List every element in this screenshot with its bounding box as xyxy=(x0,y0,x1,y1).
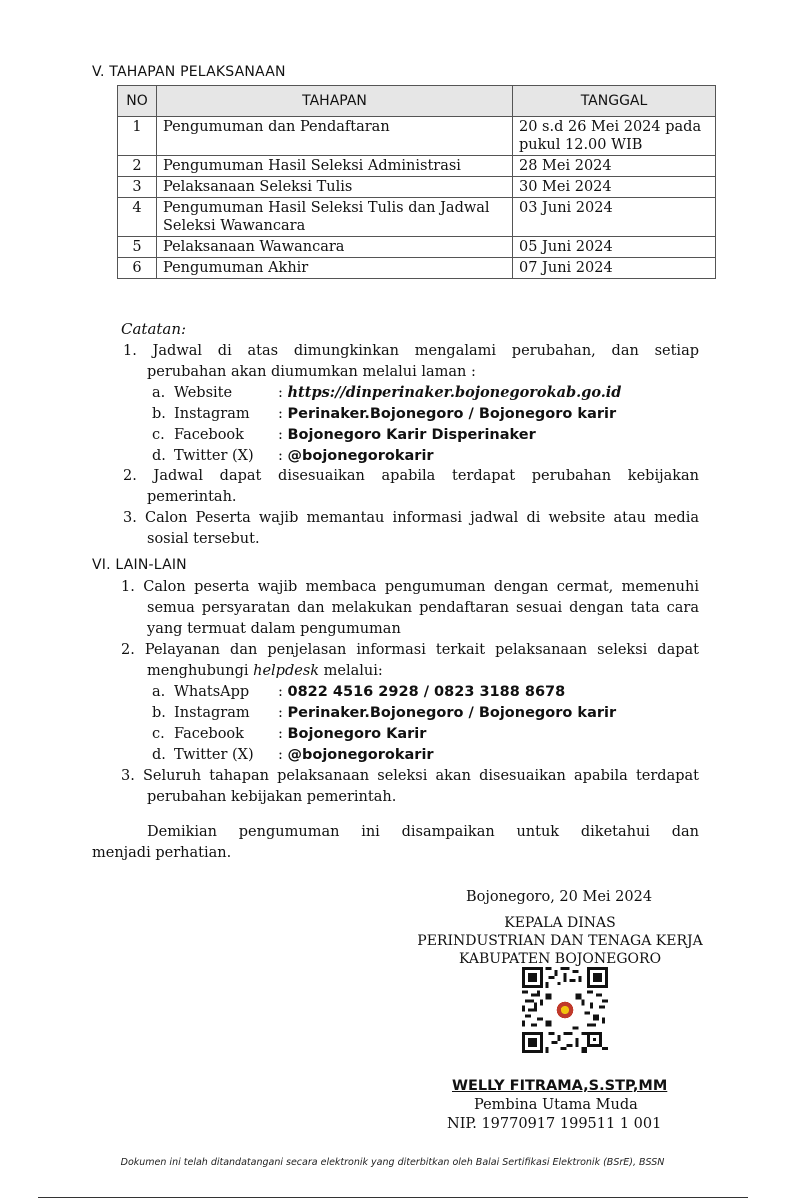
item-label: Twitter (X) xyxy=(174,747,254,763)
cell-no: 3 xyxy=(118,177,157,198)
lain-item-3-line-1: 3. Seluruh tahapan pelaksanaan seleksi akan disesuaikan apabila terdapat xyxy=(121,768,699,784)
cell-tanggal-line: 28 Mei 2024 xyxy=(519,158,612,174)
closing-line-2: menjadi perhatian. xyxy=(92,845,232,861)
section-title-tahapan: V. TAHAPAN PELAKSANAAN xyxy=(92,64,286,80)
item-label: Facebook xyxy=(174,726,244,742)
cell-tanggal xyxy=(513,198,716,237)
table-header-row xyxy=(118,86,716,117)
cell-tanggal-line: 07 Juni 2024 xyxy=(519,260,613,276)
cell-tahapan xyxy=(157,156,513,177)
whatsapp-value: 0822 4516 2928 / 0823 3188 8678 xyxy=(287,684,566,700)
header-no: NO xyxy=(118,86,157,117)
facebook-value: Bojonegoro Karir xyxy=(287,726,427,742)
note-1-line-1: 1. Jadwal di atas dimungkinkan mengalami perubahan, dan setiap xyxy=(123,343,699,359)
table-row xyxy=(118,117,716,156)
cell-no: 4 xyxy=(118,198,157,237)
item-label: Instagram xyxy=(174,406,250,422)
helpdesk-post: melalui: xyxy=(319,663,383,679)
lain-item-2-line-2 xyxy=(147,661,383,681)
cell-tanggal xyxy=(513,237,716,258)
header-tanggal: TANGGAL xyxy=(513,86,716,117)
cell-tanggal-line: 20 s.d 26 Mei 2024 pada xyxy=(519,119,702,135)
table-row xyxy=(118,198,716,237)
cell-no: 5 xyxy=(118,237,157,258)
website-link[interactable]: https://dinperinaker.bojonegorokab.go.id xyxy=(287,384,622,401)
cell-tanggal-line: 05 Juni 2024 xyxy=(519,239,613,255)
cell-tanggal-line: pukul 12.00 WIB xyxy=(519,137,643,153)
cell-tanggal xyxy=(513,177,716,198)
schedule-table xyxy=(117,85,716,279)
signatory-rank: Pembina Utama Muda xyxy=(474,1097,638,1113)
esign-footer: Dokumen ini telah ditandatangani secara elektronik yang diterbitkan oleh Balai Sertifikasi Elektronik (BSrE), BSSN xyxy=(120,1157,665,1168)
signature-position-2: PERINDUSTRIAN DAN TENAGA KERJA xyxy=(417,933,703,949)
cell-tahapan xyxy=(157,198,513,237)
signature-position-3: KABUPATEN BOJONEGORO xyxy=(458,951,662,967)
note-3-line-2: sosial tersebut. xyxy=(147,531,260,547)
cell-tahapan-line: Pengumuman Hasil Seleksi Tulis dan Jadwal xyxy=(163,200,490,216)
note-1-item-instagram: b. Instagram : Perinaker.Bojonegoro / Bojonegoro karir xyxy=(152,406,617,422)
cell-no: 6 xyxy=(118,258,157,279)
cell-tahapan-line: Pelaksanaan Wawancara xyxy=(163,239,345,255)
item-label: Website xyxy=(174,385,233,401)
closing-line-1: Demikian pengumuman ini disampaikan untuk diketahui dan xyxy=(147,824,699,840)
instagram-value: Perinaker.Bojonegoro / Bojonegoro karir xyxy=(287,406,617,422)
cell-tanggal xyxy=(513,156,716,177)
lain-item-whatsapp: a. WhatsApp : 0822 4516 2928 / 0823 3188 8678 xyxy=(152,684,566,700)
cell-tahapan xyxy=(157,258,513,279)
item-letter: d. xyxy=(152,448,166,464)
lain-item-twitter: d. Twitter (X) : @bojonegorokarir xyxy=(152,747,434,763)
signature-position-1: KEPALA DINAS xyxy=(504,915,616,931)
cell-no: 2 xyxy=(118,156,157,177)
note-2-line-1: 2. Jadwal dapat disesuaikan apabila terdapat perubahan kebijakan xyxy=(123,468,699,484)
note-3-line-1: 3. Calon Peserta wajib memantau informasi jadwal di website atau media xyxy=(123,510,699,526)
item-label: Twitter (X) xyxy=(174,448,254,464)
table-row xyxy=(118,156,716,177)
helpdesk-term: helpdesk xyxy=(253,663,320,679)
note-1-item-facebook: c. Facebook : Bojonegoro Karir Disperinaker xyxy=(152,427,536,443)
cell-tanggal xyxy=(513,117,716,156)
lain-item-3-line-2: perubahan kebijakan pemerintah. xyxy=(147,789,397,805)
place-date: Bojonegoro, 20 Mei 2024 xyxy=(466,889,653,905)
item-letter: c. xyxy=(152,427,165,443)
note-1-item-website: a. Website : https://dinperinaker.bojonegorokab.go.id xyxy=(152,384,622,401)
item-letter: a. xyxy=(152,684,166,700)
signatory-name: WELLY FITRAMA,S.STP,MM xyxy=(452,1078,668,1094)
section-title-lain-lain: VI. LAIN-LAIN xyxy=(92,557,187,573)
signatory-nip: NIP. 19770917 199511 1 001 xyxy=(447,1116,662,1132)
item-label: WhatsApp xyxy=(174,684,250,700)
note-1-item-twitter: d. Twitter (X) : @bojonegorokarir xyxy=(152,448,434,464)
twitter-value: @bojonegorokarir xyxy=(287,747,434,763)
cell-tahapan-line: Pengumuman Hasil Seleksi Administrasi xyxy=(163,158,461,174)
bottom-divider xyxy=(38,1197,748,1198)
twitter-value: @bojonegorokarir xyxy=(287,448,434,464)
instagram-value: Perinaker.Bojonegoro / Bojonegoro karir xyxy=(287,705,617,721)
cell-no: 1 xyxy=(118,117,157,156)
cell-tahapan xyxy=(157,117,513,156)
item-label: Facebook xyxy=(174,427,244,443)
note-2-line-2: pemerintah. xyxy=(147,489,237,505)
table-row xyxy=(118,237,716,258)
cell-tahapan-line: Pengumuman dan Pendaftaran xyxy=(163,119,390,135)
item-letter: d. xyxy=(152,747,166,763)
header-tahapan: TAHAPAN xyxy=(157,86,513,117)
item-letter: b. xyxy=(152,406,166,422)
lain-item-1-line-2: semua persyaratan dan melakukan pendaftaran sesuai dengan tata cara xyxy=(147,600,699,616)
note-1-line-2: perubahan akan diumumkan melalui laman : xyxy=(147,364,476,380)
lain-item-instagram: b. Instagram : Perinaker.Bojonegoro / Bojonegoro karir xyxy=(152,705,617,721)
lain-item-2-line-1: 2. Pelayanan dan penjelasan informasi terkait pelaksanaan seleksi dapat xyxy=(121,642,699,658)
cell-tanggal-line: 30 Mei 2024 xyxy=(519,179,612,195)
lain-item-facebook: c. Facebook : Bojonegoro Karir xyxy=(152,726,427,742)
facebook-value: Bojonegoro Karir Disperinaker xyxy=(287,427,536,443)
item-letter: c. xyxy=(152,726,165,742)
cell-tahapan xyxy=(157,237,513,258)
qr-code-signature xyxy=(522,967,608,1053)
cell-tanggal xyxy=(513,258,716,279)
cell-tahapan-line: Pengumuman Akhir xyxy=(163,260,309,276)
cell-tahapan-line: Pelaksanaan Seleksi Tulis xyxy=(163,179,353,195)
notes-title: Catatan: xyxy=(121,320,187,338)
lain-item-1-line-3: yang termuat dalam pengumuman xyxy=(147,621,401,637)
helpdesk-pre: menghubungi xyxy=(147,663,254,679)
cell-tanggal-line: 03 Juni 2024 xyxy=(519,200,613,216)
cell-tahapan xyxy=(157,177,513,198)
cell-tahapan-line: Seleksi Wawancara xyxy=(163,218,306,234)
table-row xyxy=(118,177,716,198)
item-letter: b. xyxy=(152,705,166,721)
item-label: Instagram xyxy=(174,705,250,721)
lain-item-1-line-1: 1. Calon peserta wajib membaca pengumuman dengan cermat, memenuhi xyxy=(121,579,699,595)
table-row xyxy=(118,258,716,279)
item-letter: a. xyxy=(152,385,166,401)
